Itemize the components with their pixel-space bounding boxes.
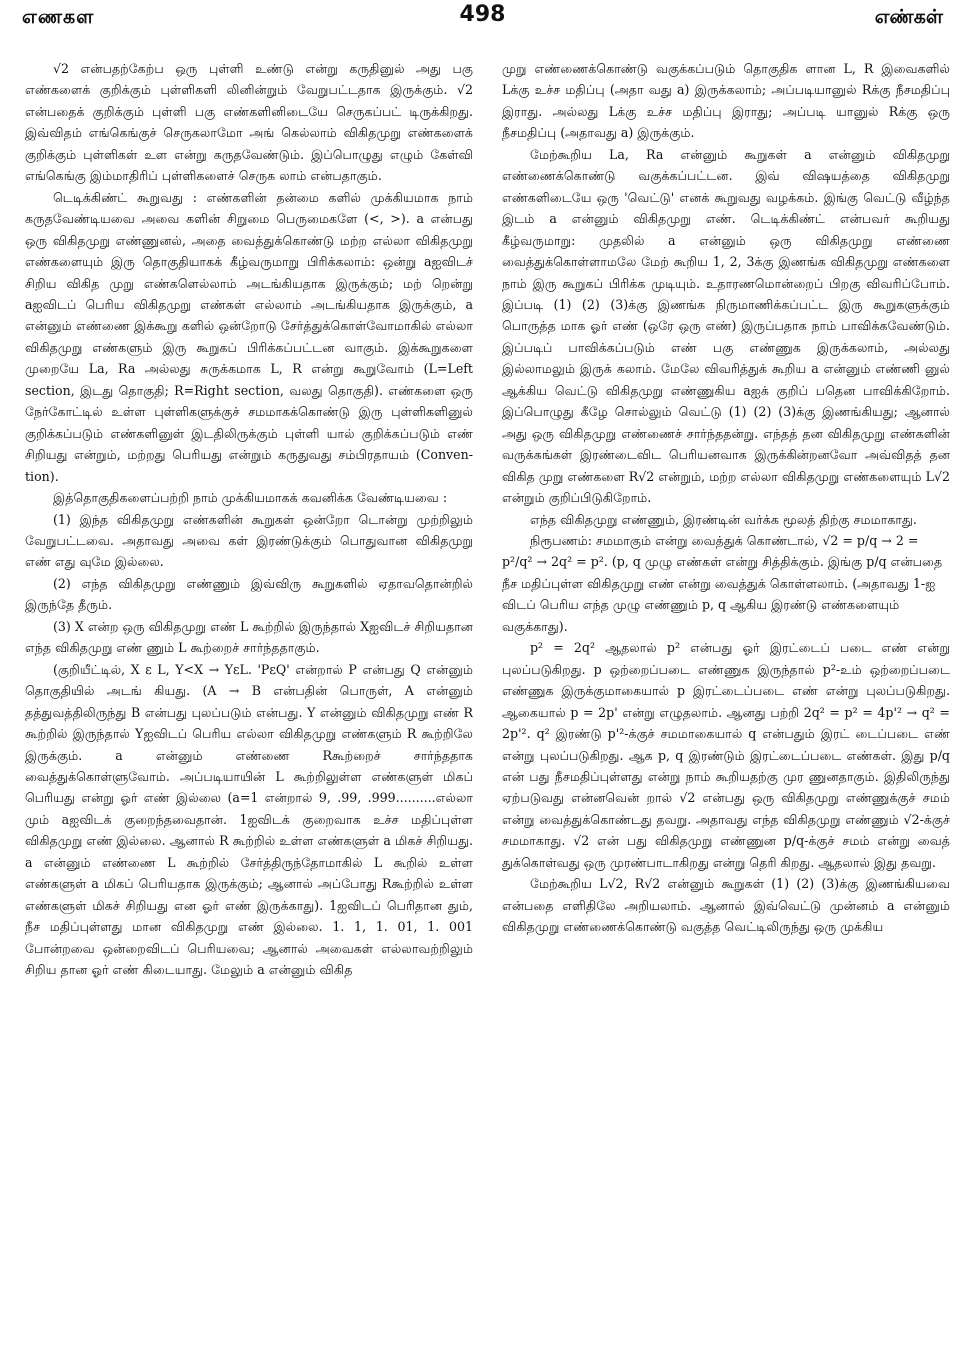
paragraph: மேற்கூறிய L√2, R√2 என்னும் கூறுகள் (1) (2) (3)க்கு இணங்கியவை என்பதை எளிதிலே அறியலாம். ஆனால் இவ்வெட்டு முன்னம் a என்னும் விகிதமுறு எண்ணைக்கொண்டு வகுத்த வெட்டிலிருந்து ஒரு முக்கிய <box>502 876 950 935</box>
paragraph: முறு எண்ணைக்கொண்டு வகுக்கப்படும் தொகுதிக ளான L, R இவைகளில் Lக்கு உச்ச மதிப்பு (அதா வது a) இருக்கலாம்; அப்படியானுல் Rக்கு நீசமதிப்பு இராது. அல்லது Lக்கு உச்ச மதிப்பு இராது; அப்படி யானுல் Rக்கு ஒரு நீசமதிப்பு (அதாவது a) இருக்கும். <box>502 61 950 141</box>
page-number: 498 <box>459 2 506 27</box>
running-head-right: எண்கள் <box>874 6 943 28</box>
paragraph: மேற்கூறிய La, Ra என்னும் கூறுகள் a என்னும் விகிதமுறு எண்ணைக்கொண்டு வகுக்கப்பட்டன. இவ் விஷயத்தை விகிதமுறு எண்களிடையே ஒரு 'வெட்டு' எனக் கூறுவது வழக்கம். இங்கு வெட்டு வீழ்ந்த இடம் a என்னும் விகிதமுறு எண். டெடிக்கிண்ட் என்பவர் கூறியது கீழ்வருமாறு: முதலில் a என்னும் ஒரு விகிதமுறு எண்ணை வைத்துக்கொள்ளாமலே மேற் கூறிய 1, 2, 3க்கு இணங்க விகிதமுறு எண்களை நாம் இரு கூறுகப் பிரிக்க முடியும். உதாரணமொன்றைப் பிறகு விவரிப்போம். இப்படி (1) (2) (3)க்கு இணங்க நிருமாணிக்கப்பட்ட இரு கூறுகளுக்கும் பொருத்த மாக ஓர் எண் (ஒரே ஒரு எண்) இருப்பதாக நாம் பாவிக்கவேண்டும். இப்படிப் பாவிக்கப்படும் எண் பகு எண்ணுக இருக்கலாம், அல்லது இல்லாமலும் இருக் கலாம். மேலே விவரித்துக் கூறிய a என்னும் எண்ணி னுல் ஆக்கிய வெட்டு விகிதமுறு எண்ணுகிய aஐக் குறிப் பதென பாவிக்கிறோம். இப்பொழுது கீழே சொல்லும் வெட்டு (1) (2) (3)க்கு இணங்கியது; ஆனால் அது ஒரு விகிதமுறு எண்ணைச் சார்ந்ததன்று. எந்தத் தன விகிதமுறு எண்களின் வருக்கங்கள் இரண்டைவிட பெரியனவாக இருக்கின்றனவோ அவ்விதத் தன விகித முறு எண்களை R√2 என்றும், மற்ற எல்லா விகிதமுறு எண்களையும் L√2 என்றும் குறிப்பிடுகிறோம். <box>502 146 950 506</box>
page-header <box>0 0 965 44</box>
running-head-left: எணகள <box>22 6 95 28</box>
paragraph: எந்த விகிதமுறு எண்ணும், இரண்டின் வர்க்க மூலத் திற்கு சமமாகாது. <box>530 511 917 527</box>
paragraph: (3) X என்ற ஒரு விகிதமுறு எண் L கூற்றில் இருந்தால் Xஐவிடச் சிறியதான எந்த விகிதமுறு எண் ணும் L கூற்றைச் சார்ந்ததாகும். <box>25 618 473 656</box>
proof-paragraph: நிரூபணம்: சமமாகும் என்று வைத்துக் கொண்டால், √2 = p/q → 2 = p²/q² → 2q² = p². (p, q முழு எண்கள் என்று சித்திக்கும். இங்கு p/q என்பதை நீச மதிப்புள்ள விகிதமுறு எண் என்று வைத்துக் கொள்ளலாம். (அதாவது 1-ஐ விடப் பெரிய எந்த முழு எண்ணும் p, q ஆகிய இரண்டு எண்களையும் வகுக்காது). <box>502 532 943 634</box>
paragraph: (2) எந்த விகிதமுறு எண்ணும் இவ்விரு கூறுகளில் ஏதாவதொன்றில் இருந்தே தீரும். <box>25 575 473 613</box>
paragraph: (குறியீட்டில், X ε L, Y<X → YεL. 'PεQ' என்றால் P என்பது Q என்னும் தொகுதியில் அடங் கியது. (A → B என்பதின் பொருள், A என்னும் தத்துவத்திலிருந்து B என்பது புலப்படும் என்பது. Y என்னும் விகிதமுறு எண் R கூற்றில் இருந்தால் Yஐவிடப் பெரிய எல்லா விகிதமுறு எண்களும் R கூற்றிலே இருக்கும். a என்னும் எண்ணை Rகூற்றைச் சார்ந்ததாக வைத்துக்கொள்ளுவோம். அப்படியாயின் L கூற்றிலுள்ள எண்களுள் மிகப் பெரியது என்று ஓர் எண் இல்லை (a=1 என்றால் 9, .99, .999..........எல்லா மும் aஐவிடக் குறைந்தவைதான். 1ஐவிடக் குறைவாக உச்ச மதிப்புள்ள விகிதமுறு எண் இல்லை. ஆனால் R கூற்றில் உள்ள எண்களுள் a மிகச் சிறியது. a என்னும் எண்ணை L கூற்றில் சேர்த்திருந்தோமாகில் L கூறில் உள்ள எண்களுள் a மிகப் பெரியதாக இருக்கும்; ஆனால் அப்போது Rகூற்றில் உள்ள எண்களுள் மிகச் சிறியது என ஓர் எண் இருக்காது). 1ஐவிடப் பெரிதான தும், நீச மதிப்புள்ளது மான விகிதமுறு எண் இல்லை. 1. 1, 1. 01, 1. 001 போன்றவை ஒன்றைவிடப் பெரியவை; ஆனால் அவைகள் எல்லாவற்றிலும் சிறிய தான ஓர் எண் கிடையாது. மேலும் a என்னும் விகித <box>25 661 473 978</box>
paragraph: டெடிக்கிண்ட் கூறுவது : எண்களின் தன்மை களில் முக்கியமாக நாம் கருதவேண்டியவை அவை களின் சிறுமை பெருமைகளே (<, >). a என்பது ஒரு விகிதமுறு எண்ணுனல், அதை வைத்துக்கொண்டு மற்ற எல்லா விகிதமுறு எண்களையும் இரு தொகுதியாகக் கீழ்வருமாறு பிரிக்கலாம்: ஒன்று aஐவிடச் சிறிய விகித முறு எண்களெல்லாம் அடங்கியதாக இருக்கும்; மற் றென்று aஐவிடப் பெரிய விகிதமுறு எண்கள் எல்லாம் அடங்கியதாக இருக்கும், a என்னும் எண்ணை இக்கூறு களில் ஒன்றோடு சேர்த்துக்கொள்வோமாகில் எல்லா விகிதமுறு எண்களும் இரு கூறுகப் பிரிக்கப்பட்டன வாகும். இக்கூறுகளை முறையே La, Ra அல்லது சுருக்கமாக L, R என்று கூறுவோம் (L=Left section, இடது தொகுதி; R=Right section, வலது தொகுதி). எண்களை ஒரு நேர்கோட்டில் உள்ள புள்ளிகளுக்குச் சமமாகக்கொண்டு இரு புள்ளிகளினுல் குறிக்கப்படும் எண்களினுள் இடதிலிருக்கும் புள்ளி யால் குறிக்கப்படும் எண் சிறியது என்றும், மற்றது பெரியது என்றும் கருதுவது சம்பிரதாயம் (Conven- tion). <box>25 189 473 484</box>
paragraph: √2 என்பதற்கேற்ப ஒரு புள்ளி உண்டு என்று கருதினுல் அது பகு எண்களைக் குறிக்கும் புள்ளிகளி லினின்றும் வேறுபட்டதாக இருக்கும். √2 என்பதைக் குறிக்கும் புள்ளி பகு எண்களினிடையே செருகப்பட் டிருக்கிறது. இவ்விதம் எங்கெங்குச் செருகலாமோ அங் கெல்லாம் விகிதமுறு எண்களைக் குறிக்கும் புள்ளிகள் உள என்று கருதவேண்டும். இப்பொழுது எழும் கேள்வி எங்கெங்கு இம்மாதிரிப் புள்ளிகளைச் செருக லாம் என்பதாகும். <box>25 61 473 184</box>
left-column <box>25 58 473 1348</box>
paragraph: p² = 2q² ஆதலால் p² என்பது ஓர் இரட்டைப் படை எண் என்று புலப்படுகிறது. p ஒற்றைப்படை எண்ணுக இருந்தால் p²-உம் ஒற்றைப்படை எண்ணுக இருக்குமாகையால் p இரட்டைப்படை எண் என்று புலப்படுகிறது. ஆகையால் p = 2p' என்று எழுதலாம். ஆனது பற்றி 2q² = p² = 4p'² → q² = 2p'². q² இரண்டு p'²-க்குச் சமமாகையால் q என்பதும் இரட் டைப்படை எண் என்று புலப்படுகிறது. ஆக p, q இரண்டும் இரட்டைப்படை எண்கள். இது p/q என் பது நீசமதிப்புள்ளது என்று நாம் கூறியதற்கு முர ணுனதாகும். இதிலிருந்து ஏற்படுவது என்னவென் றால் √2 என்பது ஒரு விகிதமுறு எண்ணுக்குச் சமம் என்று வைத்துக்கொண்டது தவறு. அதாவது எந்த விகிதமுறு எண்ணும் √2-க்குச் சமமாகாது. √2 என் பது விகிதமுறு எண்ணுன p/q-க்குச் சமம் என்று வைத் துக்கொள்வது ஒரு முரண்பாடாகிறது என்று தெரி கிறது. ஆதலால் இது தவறு. <box>502 640 950 870</box>
paragraph: (1) இந்த விகிதமுறு எண்களின் கூறுகள் ஒன்றோ டொன்று முற்றிலும் வேறுபட்டவை. அதாவது அவை கள் இரண்டுக்கும் பொதுவான விகிதமுறு எண் எது வுமே இல்லை. <box>25 511 473 570</box>
paragraph: இத்தொகுதிகளைப்பற்றி நாம் முக்கியமாகக் கவனிக்க வேண்டியவை : <box>53 490 448 506</box>
right-column <box>502 58 950 1348</box>
